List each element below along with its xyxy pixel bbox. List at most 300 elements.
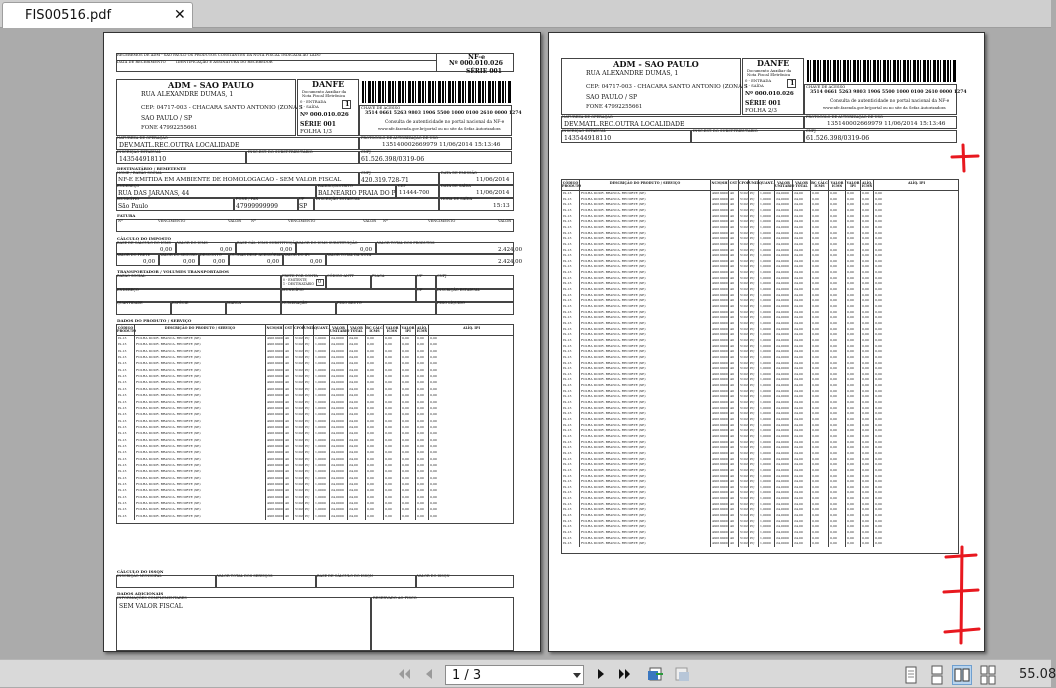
- product-cell: 0,00: [847, 462, 854, 467]
- info-comp-label: INFORMAÇÕES COMPLEMENTARES: [117, 596, 187, 600]
- product-cell: 1,0000: [760, 253, 771, 258]
- product-cell: 24,0000: [776, 253, 789, 258]
- ie-label: INSCRIÇÃO ESTADUAL: [562, 129, 606, 133]
- product-cell: 0,00: [385, 475, 392, 480]
- product-cell: 0,00: [847, 247, 854, 252]
- next-page-icon[interactable]: [593, 666, 609, 682]
- product-cell: 0,00: [430, 507, 437, 512]
- product-cell: 40: [730, 462, 734, 467]
- product-cell: 0,00: [847, 445, 854, 450]
- product-cell: FOLHA DOUR. BRANCA. RECORTE (XE): [581, 304, 646, 308]
- product-cell: 49019900: [267, 475, 283, 480]
- single-page-view-icon[interactable]: [901, 665, 921, 685]
- product-cell: 0,00: [812, 422, 819, 427]
- product-cell: PÇ: [305, 355, 310, 360]
- product-cell: 40: [730, 524, 734, 529]
- product-cell: 1,0000: [315, 507, 326, 512]
- product-cell: FOLHA DOUR. BRANCA. RECORTE (XE): [581, 439, 646, 444]
- product-cell: 0,00: [812, 445, 819, 450]
- product-cell: 0,00: [862, 287, 869, 292]
- product-cell: 40: [730, 541, 734, 546]
- product-cell: 49019900: [712, 270, 728, 275]
- product-cell: 49019900: [712, 445, 728, 450]
- product-cell: 0,00: [385, 424, 392, 429]
- product-cell: 5102: [740, 224, 748, 229]
- product-cell: 0,00: [402, 450, 409, 455]
- product-cell: 24,00: [794, 541, 803, 546]
- product-cell: 0,00: [812, 270, 819, 275]
- nfe-number: Nº 000.010.026: [745, 91, 794, 97]
- product-cell: 40: [730, 287, 734, 292]
- product-cell: IS-13: [563, 462, 572, 467]
- product-header-cell: ALÍQ. ICMS: [416, 326, 428, 334]
- product-cell: 0,00: [812, 394, 819, 399]
- product-cell: 0,00: [385, 443, 392, 448]
- fatura-col-label: Nº: [383, 219, 388, 223]
- product-cell: 0,00: [402, 348, 409, 353]
- product-cell: 0,00: [875, 320, 882, 325]
- product-cell: 49019900: [712, 501, 728, 506]
- product-cell: 1,0000: [760, 343, 771, 348]
- product-cell: 1,0000: [760, 433, 771, 438]
- product-cell: 49019900: [267, 386, 283, 391]
- product-cell: 5102: [295, 336, 303, 340]
- fatura-title: FATURA: [117, 213, 136, 218]
- product-cell: 0,00: [847, 530, 854, 534]
- product-cell: 5102: [740, 253, 748, 258]
- product-cell: 0,00: [812, 360, 819, 365]
- fone-label: FONE / FAX: [236, 197, 259, 201]
- product-cell: 0,00: [862, 484, 869, 489]
- product-cell: 0,00: [812, 253, 819, 258]
- product-cell: 0,00: [812, 377, 819, 382]
- product-cell: 0,00: [830, 320, 837, 325]
- product-cell: 0,00: [830, 439, 837, 444]
- product-cell: 5102: [740, 490, 748, 495]
- product-cell: 49019900: [712, 479, 728, 484]
- product-cell: IS-13: [563, 219, 572, 224]
- product-header-cell: DESCRIÇÃO DO PRODUTO / SERVIÇO: [609, 181, 681, 185]
- product-cell: PÇ: [750, 450, 755, 455]
- product-cell: 0,00: [875, 287, 882, 292]
- product-cell: 0,00: [847, 236, 854, 241]
- product-cell: 24,00: [794, 507, 803, 512]
- product-cell: 1,0000: [760, 524, 771, 529]
- product-cell: 0,00: [402, 405, 409, 410]
- product-cell: 24,00: [794, 484, 803, 489]
- continuous-view-icon[interactable]: [927, 665, 947, 685]
- product-cell: FOLHA DOUR. BRANCA. RECORTE (XE): [581, 456, 646, 461]
- product-cell: 0,00: [430, 494, 437, 499]
- product-cell: 0,00: [862, 304, 869, 308]
- product-cell: 0,00: [847, 332, 854, 337]
- product-cell: 0,00: [862, 467, 869, 472]
- product-cell: 0,00: [862, 258, 869, 263]
- product-cell: 0,00: [847, 422, 854, 427]
- product-cell: 24,00: [349, 443, 358, 448]
- product-cell: 24,00: [794, 524, 803, 529]
- product-cell: 24,0000: [776, 207, 789, 212]
- product-cell: 0,00: [862, 428, 869, 433]
- product-cell: 5102: [740, 524, 748, 529]
- danfe-title: DANFE: [757, 58, 790, 68]
- product-cell: PÇ: [750, 349, 755, 354]
- product-cell: 0,00: [367, 501, 374, 506]
- chave-label: CHAVE DE ACESSO: [806, 84, 846, 89]
- product-cell: 24,0000: [776, 191, 789, 195]
- product-cell: 0,00: [830, 400, 837, 405]
- imposto-label: VALOR DO ICMS SUBSTITUIÇÃO: [297, 241, 358, 245]
- product-cell: 24,0000: [776, 224, 789, 229]
- product-cell: 0,00: [847, 400, 854, 405]
- product-cell: 1,0000: [760, 247, 771, 252]
- product-cell: 0,00: [847, 496, 854, 501]
- product-cell: 24,00: [794, 258, 803, 263]
- product-cell: 0,00: [862, 433, 869, 438]
- product-cell: 0,00: [385, 463, 392, 467]
- product-cell: 24,0000: [776, 490, 789, 495]
- product-cell: FOLHA DOUR. BRANCA. RECORTE (XE): [581, 247, 646, 252]
- transportador-title: TRANSPORTADOR / VOLUMES TRANSPORTADOS: [117, 269, 229, 274]
- product-cell: 0,00: [862, 501, 869, 506]
- product-cell: 24,00: [794, 462, 803, 467]
- product-cell: 5102: [740, 354, 748, 359]
- product-cell: 40: [730, 428, 734, 433]
- product-cell: PÇ: [305, 469, 310, 474]
- product-cell: 24,00: [794, 439, 803, 444]
- transp-label: PESO LÍQUIDO: [437, 301, 465, 305]
- folha: FOLHA 1/3: [300, 129, 332, 135]
- product-cell: 5102: [740, 247, 748, 252]
- product-cell: IS-13: [563, 332, 572, 337]
- product-cell: 5102: [740, 304, 748, 308]
- product-cell: 0,00: [875, 241, 882, 246]
- product-cell: PÇ: [750, 490, 755, 495]
- product-cell: 0,00: [417, 443, 424, 448]
- product-cell: 5102: [295, 355, 303, 360]
- product-cell: IS-13: [563, 439, 572, 444]
- product-cell: 49019900: [267, 361, 283, 366]
- dest-cnpj-value: 420.319.728-71: [361, 177, 409, 184]
- product-cell: 0,00: [417, 507, 424, 512]
- product-cell: 24,0000: [331, 348, 344, 353]
- red-cross-annotation: [949, 143, 981, 173]
- imposto-label: VALOR DO ICMS: [177, 241, 208, 245]
- product-cell: 5102: [740, 349, 748, 354]
- data-receb-label: DATA DE RECEBIMENTO: [117, 60, 166, 64]
- product-cell: 40: [285, 418, 289, 423]
- product-cell: FOLHA DOUR. BRANCA. RECORTE (XE): [581, 484, 646, 489]
- product-cell: 24,0000: [776, 484, 789, 489]
- product-cell: 0,00: [875, 450, 882, 455]
- product-cell: 5102: [295, 412, 303, 417]
- product-cell: 49019900: [267, 431, 283, 436]
- product-cell: 0,00: [385, 469, 392, 474]
- product-cell: 24,00: [349, 412, 358, 417]
- cnpj-label: CNPJ: [806, 129, 816, 133]
- product-cell: 5102: [295, 513, 303, 518]
- product-cell: 5102: [295, 469, 303, 474]
- product-cell: 24,0000: [331, 380, 344, 385]
- product-cell: 24,00: [349, 342, 358, 347]
- product-cell: 0,00: [367, 393, 374, 398]
- product-cell: 24,00: [794, 405, 803, 410]
- product-cell: 24,0000: [776, 196, 789, 201]
- chevron-down-icon[interactable]: [573, 673, 581, 678]
- transp-label: UF: [417, 288, 423, 292]
- product-cell: 0,00: [847, 253, 854, 258]
- product-cell: 0,00: [367, 482, 374, 487]
- document-view[interactable]: [0, 28, 1051, 659]
- info-comp-value: SEM VALOR FISCAL: [119, 603, 183, 610]
- product-cell: IS-13: [118, 463, 127, 467]
- transp-label: CÓDIGO ANTT: [327, 274, 354, 278]
- product-cell: 5102: [740, 422, 748, 427]
- product-cell: PÇ: [750, 405, 755, 410]
- product-cell: 49019900: [712, 428, 728, 433]
- product-cell: 5102: [740, 535, 748, 540]
- product-cell: 1,0000: [760, 462, 771, 467]
- first-page-icon[interactable]: [396, 666, 412, 682]
- product-cell: 0,00: [875, 484, 882, 489]
- product-cell: FOLHA DOUR. BRANCA. RECORTE (XE): [581, 422, 646, 427]
- product-cell: FOLHA DOUR. BRANCA. RECORTE (XE): [581, 292, 646, 297]
- product-cell: 24,00: [349, 463, 358, 467]
- product-cell: 0,00: [875, 411, 882, 416]
- page-number-value: 1 / 3: [452, 668, 482, 683]
- product-cell: 1,0000: [760, 309, 771, 314]
- product-cell: 24,00: [794, 191, 803, 195]
- product-cell: 1,0000: [760, 383, 771, 388]
- two-page-continuous-icon[interactable]: [978, 665, 998, 685]
- last-page-icon[interactable]: [617, 666, 633, 682]
- product-cell: 1,0000: [315, 418, 326, 423]
- product-cell: FOLHA DOUR. BRANCA. RECORTE (XE): [136, 463, 201, 467]
- product-cell: 40: [730, 394, 734, 399]
- product-cell: 0,00: [875, 417, 882, 421]
- product-cell: PÇ: [750, 518, 755, 523]
- product-cell: 5102: [740, 207, 748, 212]
- product-cell: 0,00: [830, 467, 837, 472]
- product-cell: 40: [730, 450, 734, 455]
- product-cell: 24,00: [794, 309, 803, 314]
- product-cell: 0,00: [402, 482, 409, 487]
- document-tab[interactable]: [2, 2, 193, 28]
- page-number-field[interactable]: [445, 665, 584, 685]
- product-cell: 0,00: [417, 336, 424, 340]
- tab-title: FIS00516.pdf: [25, 8, 112, 23]
- product-cell: 24,0000: [331, 374, 344, 379]
- product-cell: 0,00: [875, 207, 882, 212]
- product-cell: IS-13: [563, 253, 572, 258]
- product-cell: IS-13: [563, 247, 572, 252]
- product-cell: 5102: [295, 386, 303, 391]
- product-cell: 40: [285, 437, 289, 442]
- product-cell: 0,00: [847, 219, 854, 224]
- product-cell: FOLHA DOUR. BRANCA. RECORTE (XE): [136, 342, 201, 347]
- product-cell: 1,0000: [760, 473, 771, 478]
- product-cell: PÇ: [750, 241, 755, 246]
- product-cell: 40: [730, 281, 734, 286]
- close-icon[interactable]: ✕: [174, 7, 186, 23]
- previous-page-icon[interactable]: [421, 666, 437, 682]
- product-header-cell: VALOR TOTAL: [795, 181, 808, 189]
- product-cell: 24,00: [794, 473, 803, 478]
- product-cell: 0,00: [862, 513, 869, 518]
- product-cell: 0,00: [812, 236, 819, 241]
- product-cell: 0,00: [847, 337, 854, 342]
- product-cell: 0,00: [847, 354, 854, 359]
- product-cell: 0,00: [417, 501, 424, 506]
- product-cell: 24,00: [349, 361, 358, 366]
- natureza-value: DEV.MATL.REC.OUTRA LOCALIDADE: [564, 121, 685, 128]
- product-cell: IS-13: [563, 400, 572, 405]
- data-emissao-label: DATA DE EMISSÃO: [441, 171, 477, 175]
- product-cell: FOLHA DOUR. BRANCA. RECORTE (XE): [581, 433, 646, 438]
- ident-assin-label: IDENTIFICAÇÃO E ASSINATURA DO RECEBEDOR: [176, 60, 273, 64]
- product-cell: IS-13: [118, 367, 127, 372]
- product-cell: IS-13: [563, 258, 572, 263]
- product-cell: 0,00: [830, 292, 837, 297]
- product-cell: IS-13: [118, 342, 127, 347]
- natureza-value: DEV.MATL.REC.OUTRA LOCALIDADE: [119, 142, 240, 149]
- product-cell: 49019900: [267, 380, 283, 385]
- product-cell: 5102: [740, 439, 748, 444]
- product-cell: 24,0000: [331, 443, 344, 448]
- recebemos-text: RECEBEMOS DE ADM - SAO PAULO OS PRODUTOS CONSTANTES DA NOTA FISCAL INDICADA AO LADO: [117, 53, 321, 57]
- product-cell: 0,00: [862, 371, 869, 376]
- product-cell: 49019900: [712, 467, 728, 472]
- serie-canhoto: SÉRIE 001: [466, 68, 502, 75]
- product-cell: 0,00: [875, 479, 882, 484]
- product-cell: 24,00: [794, 479, 803, 484]
- product-cell: 1,0000: [315, 475, 326, 480]
- product-cell: 24,0000: [331, 482, 344, 487]
- product-cell: IS-13: [563, 287, 572, 292]
- product-cell: 0,00: [847, 439, 854, 444]
- product-cell: 0,00: [847, 213, 854, 218]
- product-cell: IS-13: [563, 388, 572, 393]
- product-cell: 0,00: [402, 463, 409, 467]
- product-cell: 49019900: [712, 207, 728, 212]
- product-header-cell: BC CÁLC ICMS: [811, 181, 828, 189]
- product-cell: IS-13: [563, 236, 572, 241]
- product-cell: 0,00: [430, 431, 437, 436]
- product-cell: 0,00: [862, 360, 869, 365]
- product-cell: 1,0000: [760, 281, 771, 286]
- product-cell: 40: [285, 405, 289, 410]
- zoom-level[interactable]: 55.08: [1019, 667, 1056, 682]
- product-cell: 0,00: [830, 191, 837, 195]
- product-cell: 0,00: [367, 380, 374, 385]
- product-cell: PÇ: [305, 482, 310, 487]
- product-cell: 0,00: [430, 399, 437, 404]
- product-table: [561, 179, 959, 554]
- product-cell: 49019900: [267, 412, 283, 417]
- product-cell: 24,0000: [776, 518, 789, 523]
- product-cell: 24,00: [349, 431, 358, 436]
- product-cell: 40: [285, 374, 289, 379]
- product-cell: 49019900: [712, 236, 728, 241]
- fatura-col-label: VALOR: [228, 219, 241, 223]
- product-cell: 24,0000: [331, 488, 344, 493]
- product-cell: PÇ: [750, 270, 755, 275]
- product-cell: 0,00: [862, 405, 869, 410]
- transp-cell: [436, 275, 514, 289]
- tipo-value: 1: [345, 100, 350, 108]
- product-cell: 24,0000: [776, 411, 789, 416]
- product-cell: 49019900: [712, 417, 728, 421]
- product-cell: 40: [730, 411, 734, 416]
- product-cell: 49019900: [712, 309, 728, 314]
- product-cell: 0,00: [812, 247, 819, 252]
- product-cell: 0,00: [812, 354, 819, 359]
- product-cell: 0,00: [830, 524, 837, 529]
- next-view-icon[interactable]: [672, 666, 692, 684]
- product-cell: 0,00: [430, 342, 437, 347]
- previous-view-icon[interactable]: [646, 666, 666, 684]
- product-cell: 49019900: [712, 371, 728, 376]
- product-cell: IS-13: [563, 366, 572, 371]
- product-cell: IS-13: [563, 281, 572, 286]
- product-cell: 24,0000: [776, 524, 789, 529]
- product-cell: 24,0000: [776, 343, 789, 348]
- product-cell: 0,00: [385, 374, 392, 379]
- product-cell: 49019900: [712, 224, 728, 229]
- product-cell: 0,00: [367, 513, 374, 518]
- product-cell: 40: [285, 431, 289, 436]
- product-cell: 0,00: [830, 264, 837, 269]
- product-cell: IS-13: [118, 424, 127, 429]
- product-cell: 0,00: [367, 399, 374, 404]
- product-cell: 49019900: [712, 230, 728, 235]
- product-cell: 1,0000: [315, 488, 326, 493]
- product-cell: IS-13: [563, 354, 572, 359]
- product-cell: 40: [730, 507, 734, 512]
- product-cell: 49019900: [712, 253, 728, 258]
- product-cell: PÇ: [750, 337, 755, 342]
- product-cell: 0,00: [830, 383, 837, 388]
- transp-label: UF: [417, 274, 423, 278]
- product-cell: 40: [730, 383, 734, 388]
- product-cell: IS-13: [563, 191, 572, 195]
- product-cell: 49019900: [712, 360, 728, 365]
- product-cell: 49019900: [267, 399, 283, 404]
- fone-value: 47999999999: [236, 203, 278, 210]
- product-cell: 49019900: [712, 287, 728, 292]
- two-page-view-button[interactable]: [952, 665, 972, 685]
- product-cell: 24,00: [794, 247, 803, 252]
- product-cell: 0,00: [875, 473, 882, 478]
- product-cell: 0,00: [367, 348, 374, 353]
- product-cell: 49019900: [712, 349, 728, 354]
- product-cell: 0,00: [402, 393, 409, 398]
- product-cell: 0,00: [862, 309, 869, 314]
- product-cell: 24,0000: [776, 258, 789, 263]
- product-cell: 24,0000: [331, 336, 344, 340]
- product-cell: 49019900: [712, 524, 728, 529]
- product-cell: 24,00: [794, 394, 803, 399]
- product-cell: 0,00: [875, 383, 882, 388]
- product-cell: 5102: [740, 467, 748, 472]
- product-cell: 24,0000: [776, 304, 789, 308]
- product-cell: 5102: [740, 450, 748, 455]
- product-cell: 24,00: [794, 343, 803, 348]
- issuer-city: SAO PAULO / SP: [586, 94, 638, 101]
- product-cell: 0,00: [430, 456, 437, 461]
- product-cell: 0,00: [812, 309, 819, 314]
- product-cell: 49019900: [267, 469, 283, 474]
